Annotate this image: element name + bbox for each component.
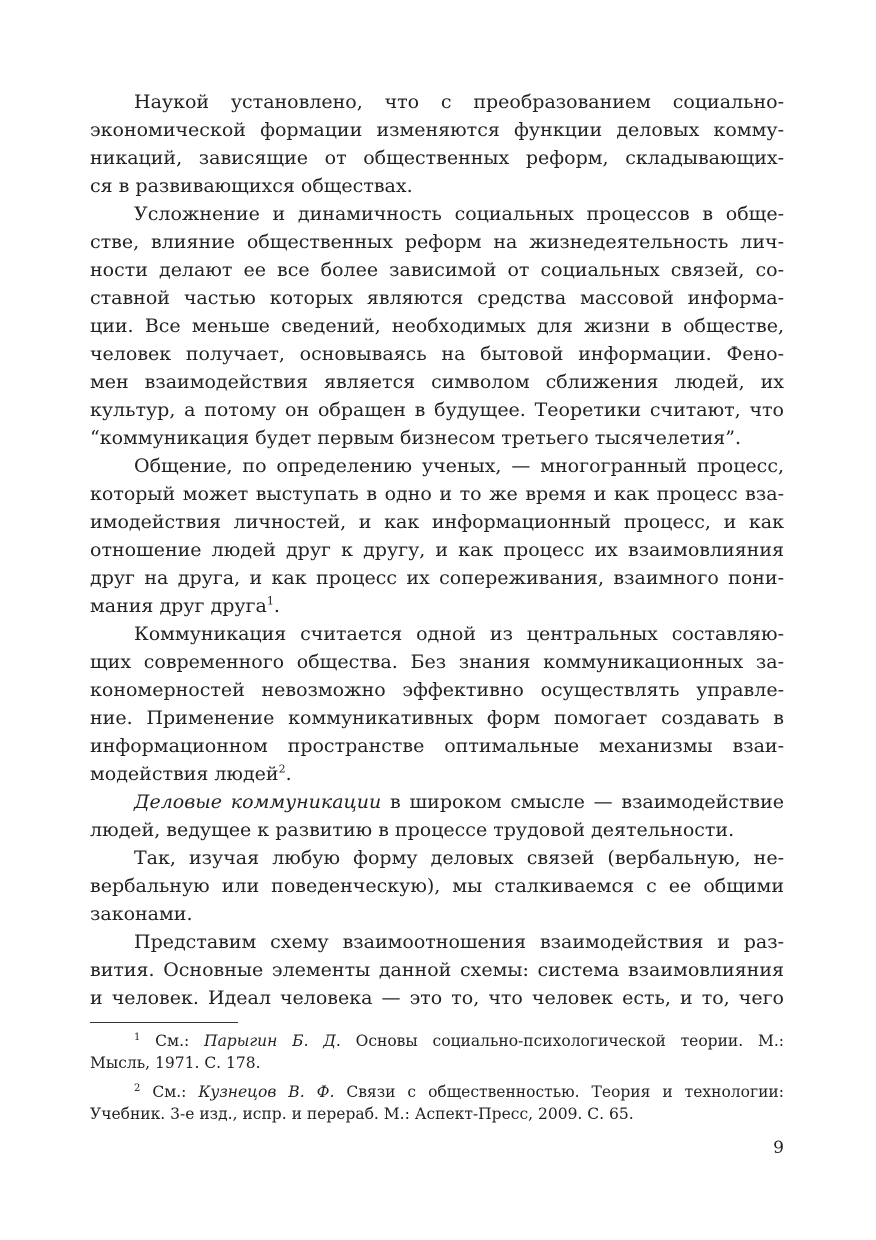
text-line: Общение, по определению ученых, — многогранный процесс, (134, 455, 784, 477)
text-fragment: модействия людей (90, 763, 279, 785)
text-line: Представим схему взаимоотношения взаимодействия и раз- (134, 931, 784, 953)
footnote-1 (90, 1030, 784, 1074)
text-fragment: . (285, 763, 292, 785)
text-line: вития. Основные элементы данной схемы: система взаимовлияния (90, 959, 784, 981)
term-emphasis: Деловые коммуникации (134, 791, 382, 813)
text-line: никаций, зависящие от общественных реформ, складывающих- (90, 147, 784, 169)
footnote-author: Парыгин Б. Д. (204, 1032, 341, 1050)
text-fragment: мания друг друга (90, 595, 267, 617)
text-line: стве, влияние общественных реформ на жизнедеятельность лич- (90, 231, 784, 253)
text-line: отношение людей друг к другу, и как процесс их взаимовлияния (90, 539, 784, 561)
footnote-gap (90, 1074, 784, 1081)
paragraph-3 (90, 452, 784, 620)
footnote-ref-2: 2 (278, 762, 286, 776)
footnote-text: Основы социально-психологической теории. М.: (340, 1032, 784, 1050)
footnote-line: Учебник. 3-е изд., испр. и перераб. М.: Аспект-Пресс, 2009. С. 65. (90, 1105, 634, 1123)
text-line: ции. Все меньше сведений, необходимых для жизни в обществе, (90, 315, 784, 337)
text-line: информационном пространстве оптимальные механизмы взаи- (90, 735, 784, 757)
footnote-ref-1: 1 (266, 594, 274, 608)
footnotes (90, 1030, 784, 1125)
text-line: Наукой установлено, что с преобразованием социально- (134, 91, 784, 113)
paragraph-6 (90, 844, 784, 928)
footnote-author: Кузнецов В. Ф. (198, 1083, 335, 1101)
paragraph-1 (90, 88, 784, 200)
footnote-line (90, 1081, 784, 1103)
footnote-mark: 1 (134, 1031, 141, 1043)
footnote-line: Мысль, 1971. С. 178. (90, 1054, 261, 1072)
footnote-lead: См.: (140, 1032, 205, 1050)
footnote-lead: См.: (140, 1083, 199, 1101)
text-line: щих современного общества. Без знания коммуникационных за- (90, 651, 784, 673)
text-line: ся в развивающихся обществах. (90, 175, 413, 197)
paragraph-4 (90, 620, 784, 788)
text-line: культур, а потому он обращен в будущее. Теоретики считают, что (90, 399, 784, 421)
body-text (90, 88, 784, 1012)
text-line: который может выступать в одно и то же время и как процесс вза- (90, 483, 784, 505)
text-line: Коммуникация считается одной из центральных составляю- (134, 623, 784, 645)
text-line (90, 592, 784, 620)
text-line: ние. Применение коммуникативных форм помогает создавать в (90, 707, 784, 729)
text-line: имодействия личностей, и как информационный процесс, и как (90, 511, 784, 533)
text-line: Усложнение и динамичность социальных процессов в обще- (134, 203, 784, 225)
text-line: друг на друга, и как процесс их сопереживания, взаимного пони- (90, 567, 784, 589)
text-line: мен взаимодействия является символом сближения людей, их (90, 371, 784, 393)
paragraph-7 (90, 928, 784, 1012)
text-line: “коммуникация будет первым бизнесом третьего тысячелетия”. (90, 427, 742, 449)
paragraph-5 (90, 788, 784, 844)
text-line: и человек. Идеал человека — это то, что человек есть, и то, чего (90, 987, 784, 1009)
paragraph-2 (90, 200, 784, 452)
text-line: кономерностей невозможно эффективно осуществлять управле- (90, 679, 784, 701)
text-fragment: . (273, 595, 280, 617)
text-line (90, 788, 784, 816)
footnote-mark: 2 (134, 1082, 141, 1094)
text-line (90, 760, 784, 788)
footnote-2 (90, 1081, 784, 1125)
page-number: 9 (773, 1138, 784, 1158)
text-line: экономической формации изменяются функции деловых комму- (90, 119, 784, 141)
text-fragment: в широком смысле — взаимодействие (381, 791, 784, 813)
footnote-text: Связи с общественностью. Теория и технологии: (334, 1083, 784, 1101)
text-line: людей, ведущее к развитию в процессе трудовой деятельности. (90, 819, 735, 841)
footnote-separator (90, 1022, 238, 1023)
text-line: вербальную или поведенческую), мы сталкиваемся с ее общими (90, 875, 784, 897)
text-line: ности делают ее все более зависимой от социальных связей, со- (90, 259, 784, 281)
text-line: законами. (90, 903, 193, 925)
text-line: человек получает, основываясь на бытовой информации. Фено- (90, 343, 784, 365)
footnote-line (90, 1030, 784, 1052)
text-line: Так, изучая любую форму деловых связей (вербальную, не- (134, 847, 784, 869)
text-line: ставной частью которых являются средства массовой информа- (90, 287, 784, 309)
